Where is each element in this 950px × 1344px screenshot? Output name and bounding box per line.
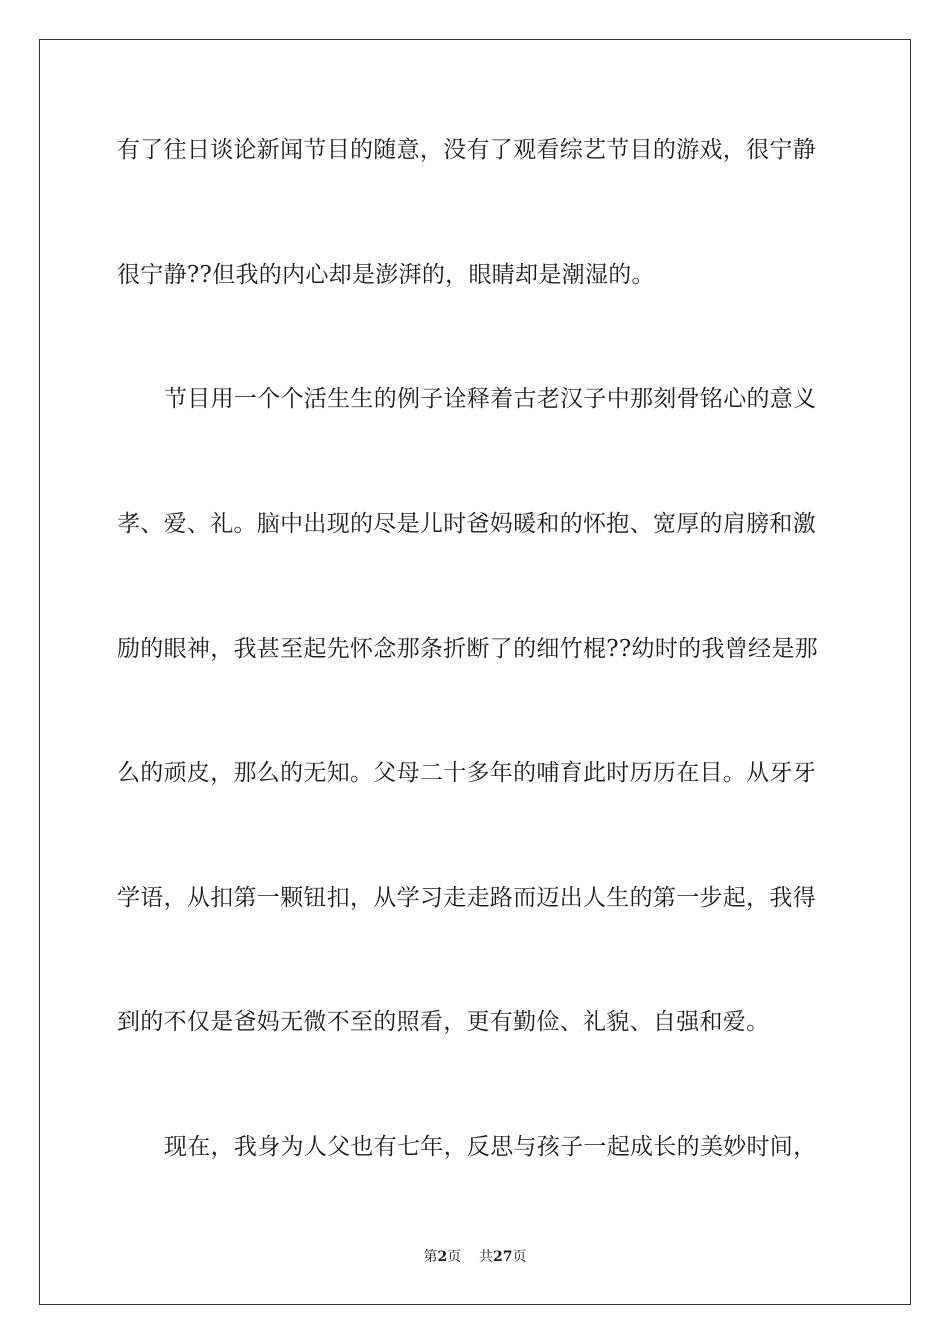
paragraph-line-3: 节目用一个个活生生的例子诠释着古老汉子中那刻骨铭心的意义 — [164, 386, 817, 412]
paragraph-line-1: 有了往日谈论新闻节目的随意，没有了观看综艺节目的游戏，很宁静 — [117, 137, 816, 163]
page-footer — [0, 1248, 950, 1266]
paragraph-line-5: 励的眼神，我甚至起先怀念那条折断了的细竹棍??幼时的我曾经是那 — [117, 636, 818, 662]
footer-total-unit: 页 — [512, 1249, 527, 1265]
paragraph-line-2: 很宁静??但我的内心却是澎湃的，眼睛却是潮湿的。 — [117, 262, 655, 288]
paragraph-line-8: 到的不仅是爸妈无微不至的照看，更有勤俭、礼貌、自强和爱。 — [117, 1009, 770, 1035]
total-pages-number: 27 — [493, 1249, 513, 1265]
footer-page-unit: 页 — [447, 1249, 462, 1265]
paragraph-line-6: 么的顽皮，那么的无知。父母二十多年的哺育此时历历在目。从牙牙 — [117, 760, 816, 786]
page-border — [39, 39, 911, 1305]
paragraph-line-4: 孝、爱、礼。脑中出现的尽是儿时爸妈暖和的怀抱、宽厚的肩膀和激 — [117, 511, 816, 537]
current-page-number: 2 — [437, 1249, 448, 1265]
paragraph-line-7: 学语，从扣第一颗钮扣，从学习走走路而迈出人生的第一步起，我得 — [117, 885, 816, 911]
footer-total-prefix: 共 — [479, 1249, 494, 1265]
paragraph-line-9: 现在，我身为人父也有七年，反思与孩子一起成长的美妙时间， — [164, 1134, 817, 1160]
footer-prefix: 第 — [423, 1249, 438, 1265]
